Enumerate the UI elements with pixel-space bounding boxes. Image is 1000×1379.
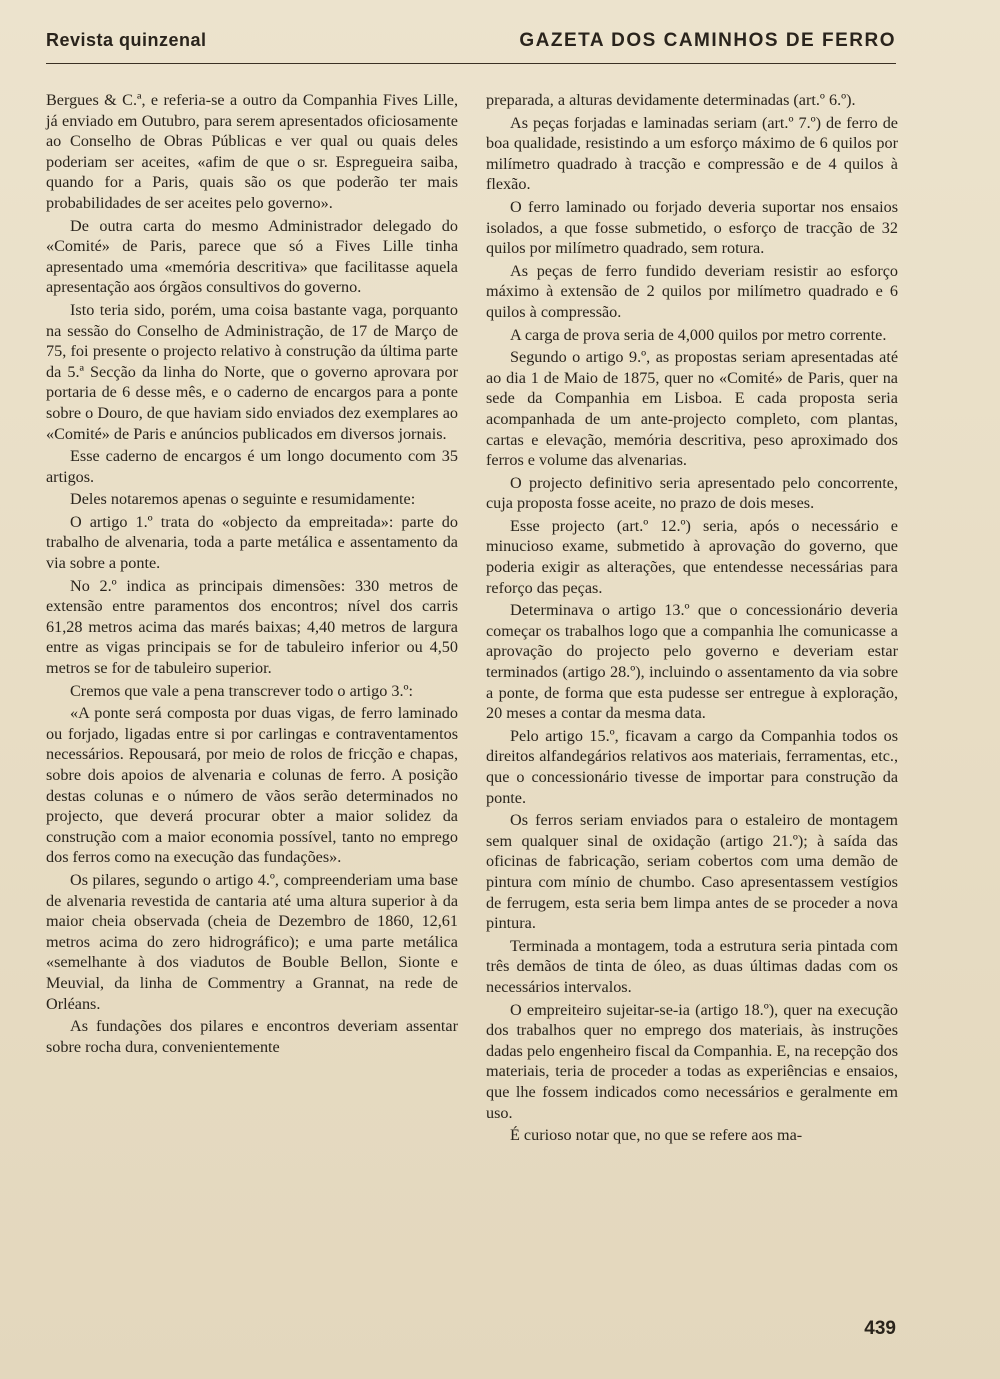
paragraph: Terminada a montagem, toda a estrutura seria pintada com três demãos de tinta de óleo, as duas últimas dadas com os necessários intervalos.: [486, 936, 898, 996]
paragraph: Segundo o artigo 9.º, as propostas seriam apresentadas até ao dia 1 de Maio de 1875, quer no «Comité» de Paris, quer na sede da Companhia em Lisboa. E cada proposta seria acompanhada de um ante-projecto completo, com plantas, cartas e elevação, memória descritiva, peso aproximado dos ferros e volume das alvenarias.: [486, 348, 898, 470]
paragraph: O empreiteiro sujeitar-se-ia (artigo 18.º), quer na execução dos trabalhos quer no emprego dos materiais, às instruções dadas pelo engenheiro fiscal da Companhia. E, na recepção dos materiais, teria de proceder a todas as experiências e ensaios, que lhe fossem indicados como necessários e geralmente em uso.: [486, 1000, 898, 1122]
paragraph: Esse caderno de encargos é um longo documento com 35 artigos.: [46, 447, 458, 486]
paragraph: Os pilares, segundo o artigo 4.º, compreenderiam uma base de alvenaria revestida de cantaria até uma altura superior à da maior cheia observada (cheia de Dezembro de 1860, 12,61 metros acima do zero hidrográfico); e uma parte metálica «semelhante à dos viadutos de Bouble Bellon, Sionte e Meuvial, da linha de Commentry a Grannat, na rede de Orléans.: [46, 870, 458, 1013]
paragraph: preparada, a alturas devidamente determinadas (art.º 6.º).: [486, 91, 856, 109]
paragraph: O artigo 1.º trata do «objecto da empreitada»: parte do trabalho de alvenaria, toda a parte metálica e assentamento da via sobre a ponte.: [46, 512, 458, 573]
right-column: [486, 90, 898, 1148]
paragraph: Isto teria sido, porém, uma coisa bastante vaga, porquanto na sessão do Conselho de Administração, de 17 de Março de 75, foi presente o projecto relativo à construção da última parte da 5.ª Secção da linha do Norte, que o governo aprovara por portaria de 6 desse mês, e o caderno de encargos para a ponte sobre o Douro, de que haviam sido enviados dez exemplares ao «Comité» de Paris e anúncios publicados em diversos jornais.: [46, 300, 458, 443]
paragraph: O ferro laminado ou forjado deveria suportar nos ensaios isolados, a que fosse submetido, o esforço de tracção de 32 quilos por milímetro quadrado, sem rotura.: [486, 197, 898, 258]
paragraph: As peças forjadas e laminadas seriam (art.º 7.º) de ferro de boa qualidade, resistindo a um esforço máximo de 6 quilos por milímetro quadrado à tracção e compressão e de 4 quilos à flexão.: [486, 113, 898, 194]
paragraph: Deles notaremos apenas o seguinte e resumidamente:: [70, 490, 416, 509]
paragraph: De outra carta do mesmo Administrador delegado do «Comité» de Paris, parece que só a Fives Lille tinha apresentado uma «memória descritiva» que facilitasse aquela apresentação aos órgãos consultivos do governo.: [46, 216, 458, 297]
left-column: [46, 90, 458, 1059]
header-right-title: GAZETA DOS CAMINHOS DE FERRO: [519, 30, 896, 51]
paragraph: Os ferros seriam enviados para o estaleiro de montagem sem qualquer sinal de oxidação (artigo 21.º); à saída das oficinas de fabricação, seriam cobertos com uma demão de pintura com mínio de chumbo. Caso apresentassem vestígios de ferrugem, esta seria bem limpa antes de se proceder a nova pintura.: [486, 811, 898, 933]
header-rule: [46, 63, 896, 64]
paragraph: Determinava o artigo 13.º que o concessionário deveria começar os trabalhos logo que a companhia lhe comunicasse a aprovação do projecto pelo governo e deveriam estar terminados (artigo 28.º), incluindo o assentamento da via sobre a ponte, de forma que esta pudesse ser entregue à exploração, 20 meses a contar da mesma data.: [486, 601, 898, 723]
paragraph: Esse projecto (art.º 12.º) seria, após o necessário e minucioso exame, submetido à aprovação do governo, que poderia exigir as alterações, que entendesse necessárias para reforço das peças.: [486, 516, 898, 597]
paragraph: No 2.º indica as principais dimensões: 330 metros de extensão entre paramentos dos encontros; nível dos carris 61,28 metros acima das marés baixas; 4,40 metros de largura entre as vigas principais se for de tabuleiro inferior ou 4,50 metros se for de tabuleiro superior.: [46, 576, 458, 678]
paragraph: O projecto definitivo seria apresentado pelo concorrente, cuja proposta fosse aceite, no prazo de dois meses.: [486, 473, 898, 513]
paragraph: As fundações dos pilares e encontros deveriam assentar sobre rocha dura, convenientemente: [46, 1017, 458, 1056]
header-left-title: Revista quinzenal: [46, 30, 207, 50]
paragraph: A carga de prova seria de 4,000 quilos por metro corrente.: [510, 325, 887, 344]
paragraph: «A ponte será composta por duas vigas, de ferro laminado ou forjado, ligadas entre si por carlingas e contraventamentos necessários. Repousará, por meio de rolos de fricção e chapas, sobre dois apoios de alvenaria e colunas de ferro. A posição destas colunas e o número de vãos serão determinados no projecto, que deverá procurar obter a maior solidez da construção com a maior economia possível, tanto no emprego dos ferros como na execução das fundações».: [46, 704, 458, 867]
paragraph: Pelo artigo 15.º, ficavam a cargo da Companhia todos os direitos alfandegários relativos aos materiais, ferramentas, etc., que o concessionário tivesse de importar para construção da ponte.: [486, 726, 898, 807]
page-number: 439: [864, 1318, 896, 1339]
paragraph: As peças de ferro fundido deveriam resistir ao esforço máximo à extensão de 2 quilos por milímetro quadrado e 6 quilos à compressão.: [486, 261, 898, 321]
paragraph: É curioso notar que, no que se refere aos ma-: [510, 1126, 803, 1145]
paragraph: Bergues & C.ª, e referia-se a outro da Companhia Fives Lille, já enviado em Outubro, para serem apresentados oficiosamente ao Conselho de Obras Públicas e ver qual ou quais deles poderiam ser aceites, «afim de que o sr. Espregueira saiba, quando for a Paris, quais são os que poderão ter mais probabilidades de ser aceites pelo governo».: [46, 91, 458, 212]
paragraph: Cremos que vale a pena transcrever todo o artigo 3.º:: [70, 681, 414, 700]
